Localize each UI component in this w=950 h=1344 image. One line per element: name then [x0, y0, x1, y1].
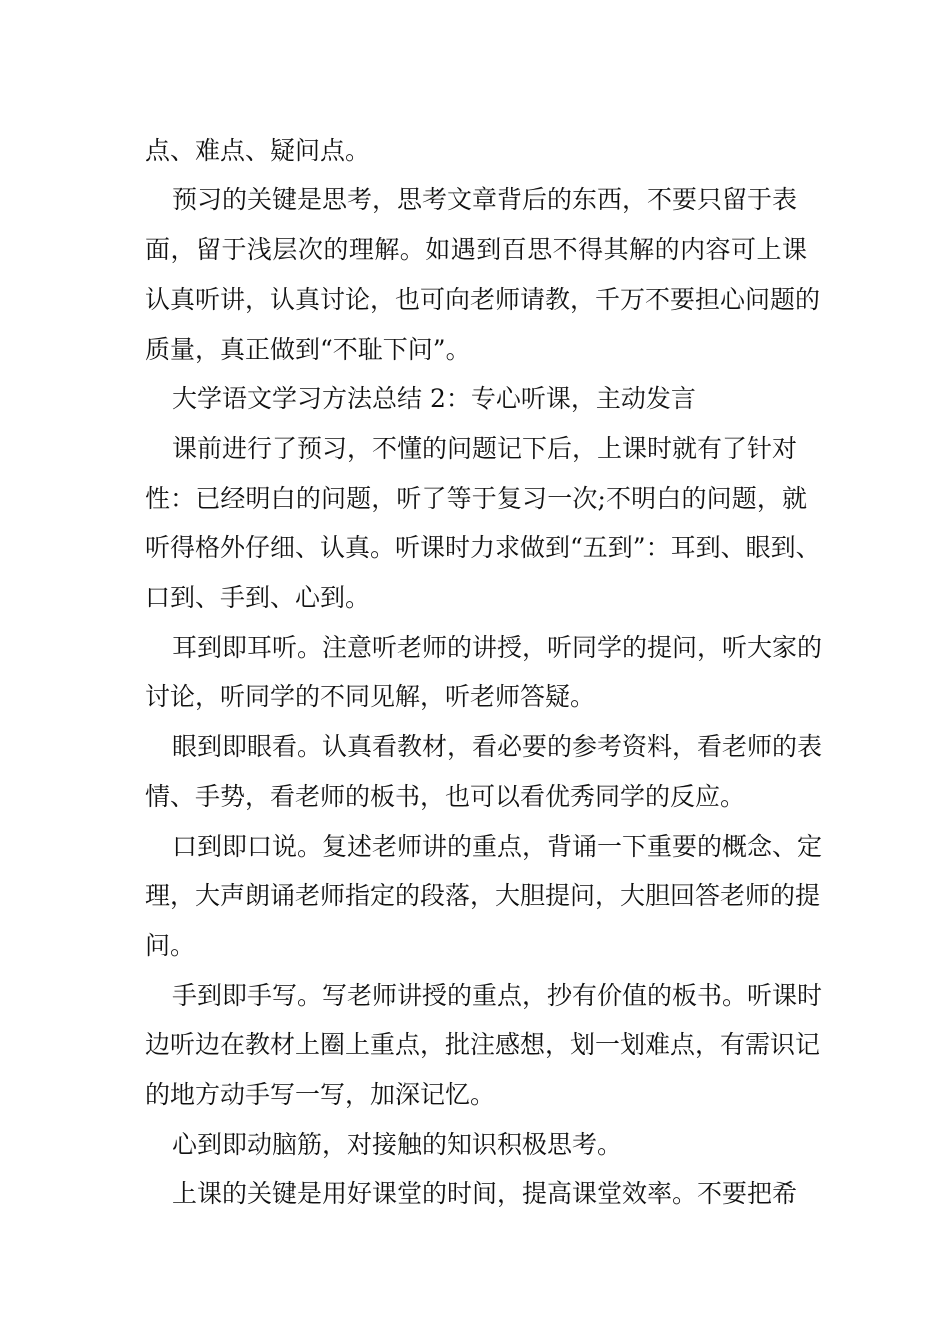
text-line: 情、手势，看老师的板书，也可以看优秀同学的反应。 — [145, 782, 746, 811]
text-line: 的地方动手写一写，加深记忆。 — [145, 1080, 496, 1109]
text-line: 边听边在教材上圈上重点，批注感想，划一划难点，有需识记 — [145, 1030, 821, 1059]
text-line: 性：已经明白的问题，听了等于复习一次;不明白的问题，就 — [145, 484, 807, 513]
text-line: 理，大声朗诵老师指定的段落，大胆提问，大胆回答老师的提 — [145, 881, 821, 910]
text-line: 面，留于浅层次的理解。如遇到百思不得其解的内容可上课 — [145, 235, 807, 264]
text-line: 问。 — [145, 931, 196, 960]
text-line: 质量，真正做到“不耻下问”。 — [145, 335, 471, 364]
text-line: 听得格外仔细、认真。听课时力求做到“五到”：耳到、眼到、 — [145, 533, 821, 562]
text-line: 心到即动脑筋，对接触的知识积极思考。 — [172, 1130, 623, 1159]
text-line: 眼到即眼看。认真看教材，看必要的参考资料，看老师的表 — [172, 732, 823, 761]
text-line: 上课的关键是用好课堂的时间，提高课堂效率。不要把希 — [172, 1179, 798, 1208]
text-line: 认真听讲，认真讨论，也可向老师请教，千万不要担心问题的 — [145, 285, 821, 314]
section-heading: 大学语文学习方法总结 2：专心听课，主动发言 — [172, 384, 696, 413]
text-line: 课前进行了预习，不懂的问题记下后，上课时就有了针对 — [172, 434, 798, 463]
text-line: 点、难点、疑问点。 — [145, 136, 371, 165]
text-line: 预习的关键是思考，思考文章背后的东西，不要只留于表 — [172, 185, 798, 214]
text-line: 口到、手到、心到。 — [145, 583, 371, 612]
text-line: 耳到即耳听。注意听老师的讲授，听同学的提问，听大家的 — [172, 633, 823, 662]
text-line: 讨论，听同学的不同见解，听老师答疑。 — [145, 682, 596, 711]
text-line: 口到即口说。复述老师讲的重点，背诵一下重要的概念、定 — [172, 832, 823, 861]
text-line: 手到即手写。写老师讲授的重点，抄有价值的板书。听课时 — [172, 981, 823, 1010]
